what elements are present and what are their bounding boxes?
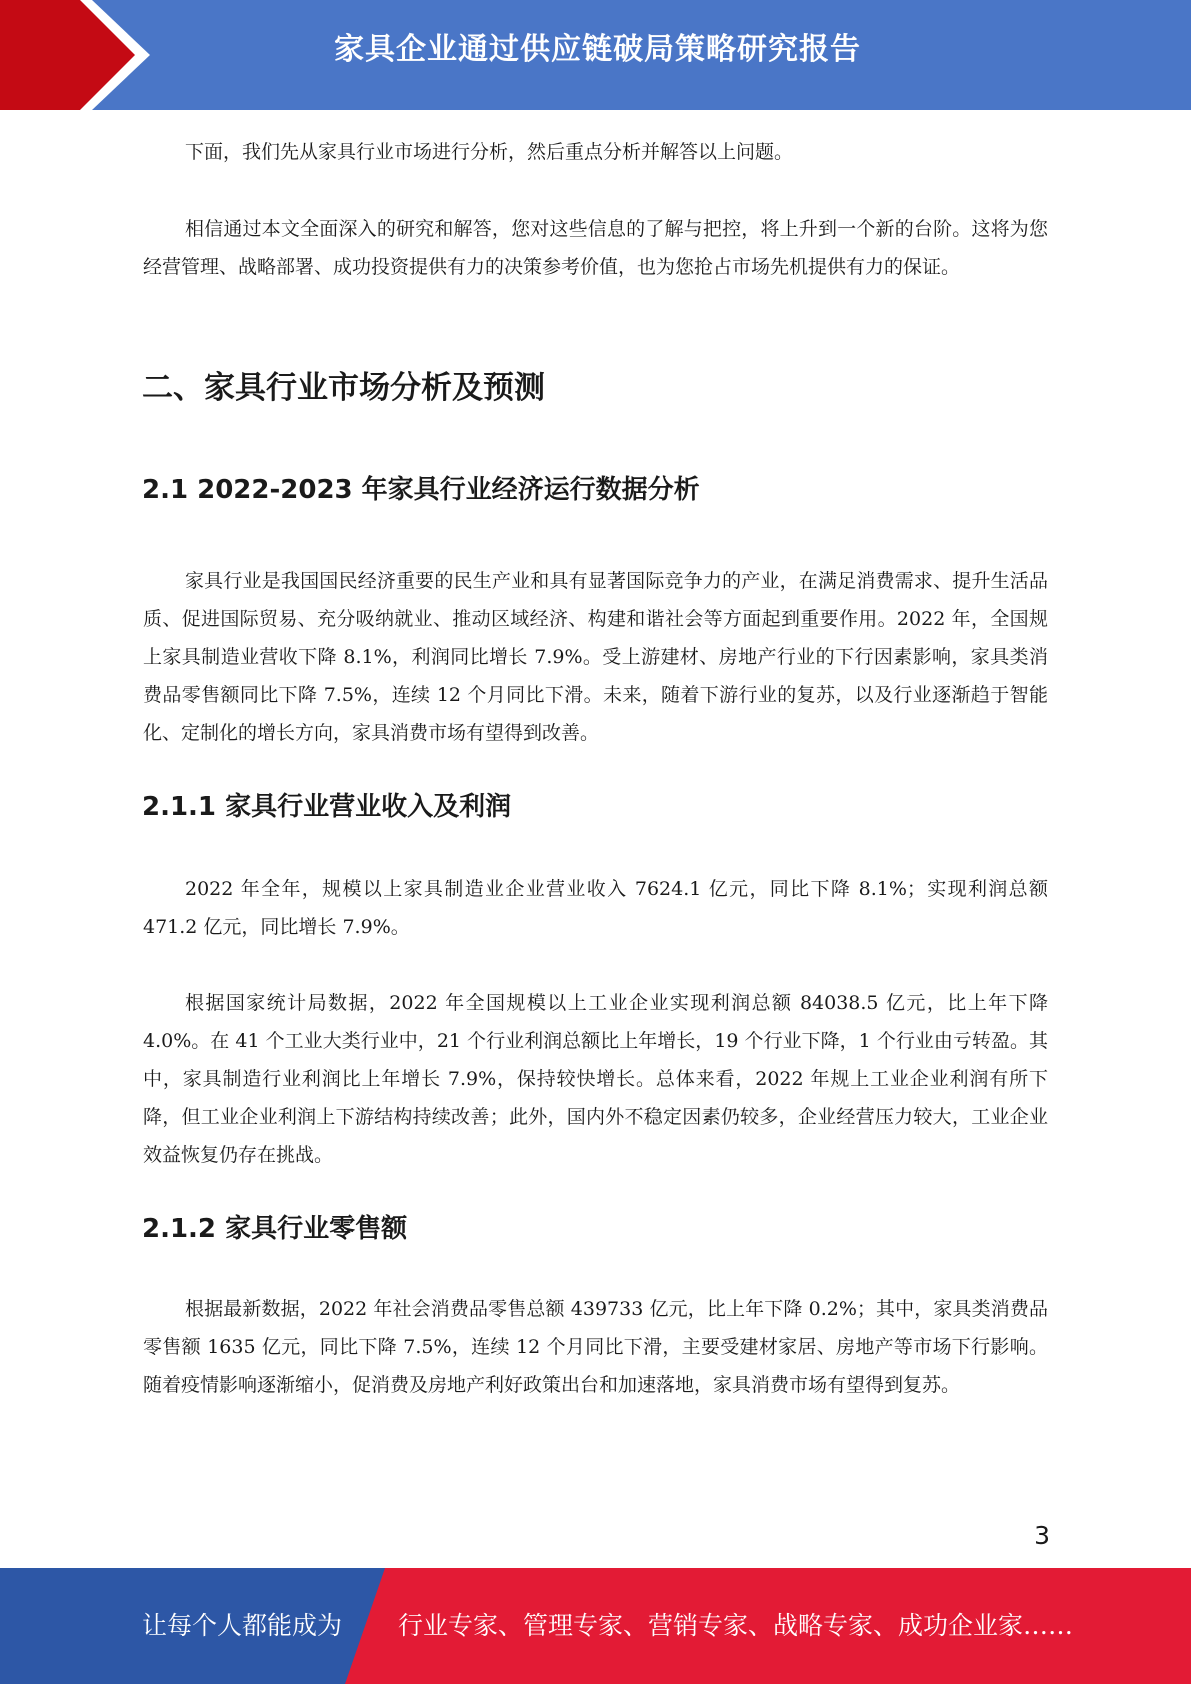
header-banner (0, 0, 1191, 110)
paragraph-2-1-2: 根据最新数据，2022 年社会消费品零售总额 439733 亿元，比上年下降 0.2%；其中，家具类消费品零售额 1635 亿元，同比下降 7.5%，连续 12 个月同比下滑，主要受建材家居、房地产等市场下行影响。随着疫情影响逐渐缩小，促消费及房地产利好政策出台和加速落地，家具消费市场有望得到复苏。 (143, 1298, 1048, 1396)
paragraph-2-1-1-a: 2022 年全年，规模以上家具制造业企业营业收入 7624.1 亿元，同比下降 8.1%；实现利润总额 471.2 亿元，同比增长 7.9%。 (143, 878, 1048, 938)
footer-banner (0, 1568, 1191, 1684)
page-number: 3 (1034, 1521, 1050, 1550)
header-red-chevron (0, 0, 142, 110)
footer-slogan-right: 行业专家、管理专家、营销专家、战略专家、成功企业家…… (398, 1611, 1074, 1640)
report-title: 家具企业通过供应链破局策略研究报告 (334, 32, 861, 67)
intro-paragraph-1: 下面，我们先从家具行业市场进行分析，然后重点分析并解答以上问题。 (185, 141, 794, 163)
subsection-2-1-title: 2.1 2022-2023 年家具行业经济运行数据分析 (142, 475, 700, 505)
subsection-2-1-2-title: 2.1.2 家具行业零售额 (142, 1214, 408, 1244)
section-title: 二、家具行业市场分析及预测 (142, 370, 545, 406)
footer-slogan-left: 让每个人都能成为 (142, 1611, 343, 1640)
paragraph-2-1-1-b: 根据国家统计局数据，2022 年全国规模以上工业企业实现利润总额 84038.5 亿元，比上年下降 4.0%。在 41 个工业大类行业中，21 个行业利润总额比上年增长，19 个行业下降，1 个行业由亏转盈。其中，家具制造行业利润比上年增长 7.9%，保持较快增长。总体来看，2022 年规上工业企业利润有所下降，但工业企业利润上下游结构持续改善；此外，国内外不稳定因素仍较多，企业经营压力较大，工业企业效益恢复仍存在挑战。 (143, 992, 1048, 1166)
intro-paragraph-2: 相信通过本文全面深入的研究和解答，您对这些信息的了解与把控，将上升到一个新的台阶。这将为您经营管理、战略部署、成功投资提供有力的决策参考价值，也为您抢占市场先机提供有力的保证。 (143, 218, 1048, 278)
paragraph-2-1: 家具行业是我国国民经济重要的民生产业和具有显著国际竞争力的产业，在满足消费需求、提升生活品质、促进国际贸易、充分吸纳就业、推动区域经济、构建和谐社会等方面起到重要作用。2022 年，全国规上家具制造业营收下降 8.1%，利润同比增长 7.9%。受上游建材、房地产行业的下行因素影响，家具类消费品零售额同比下降 7.5%，连续 12 个月同比下滑。未来，随着下游行业的复苏，以及行业逐渐趋于智能化、定制化的增长方向，家具消费市场有望得到改善。 (143, 570, 1048, 744)
subsection-2-1-1-title: 2.1.1 家具行业营业收入及利润 (142, 792, 512, 822)
